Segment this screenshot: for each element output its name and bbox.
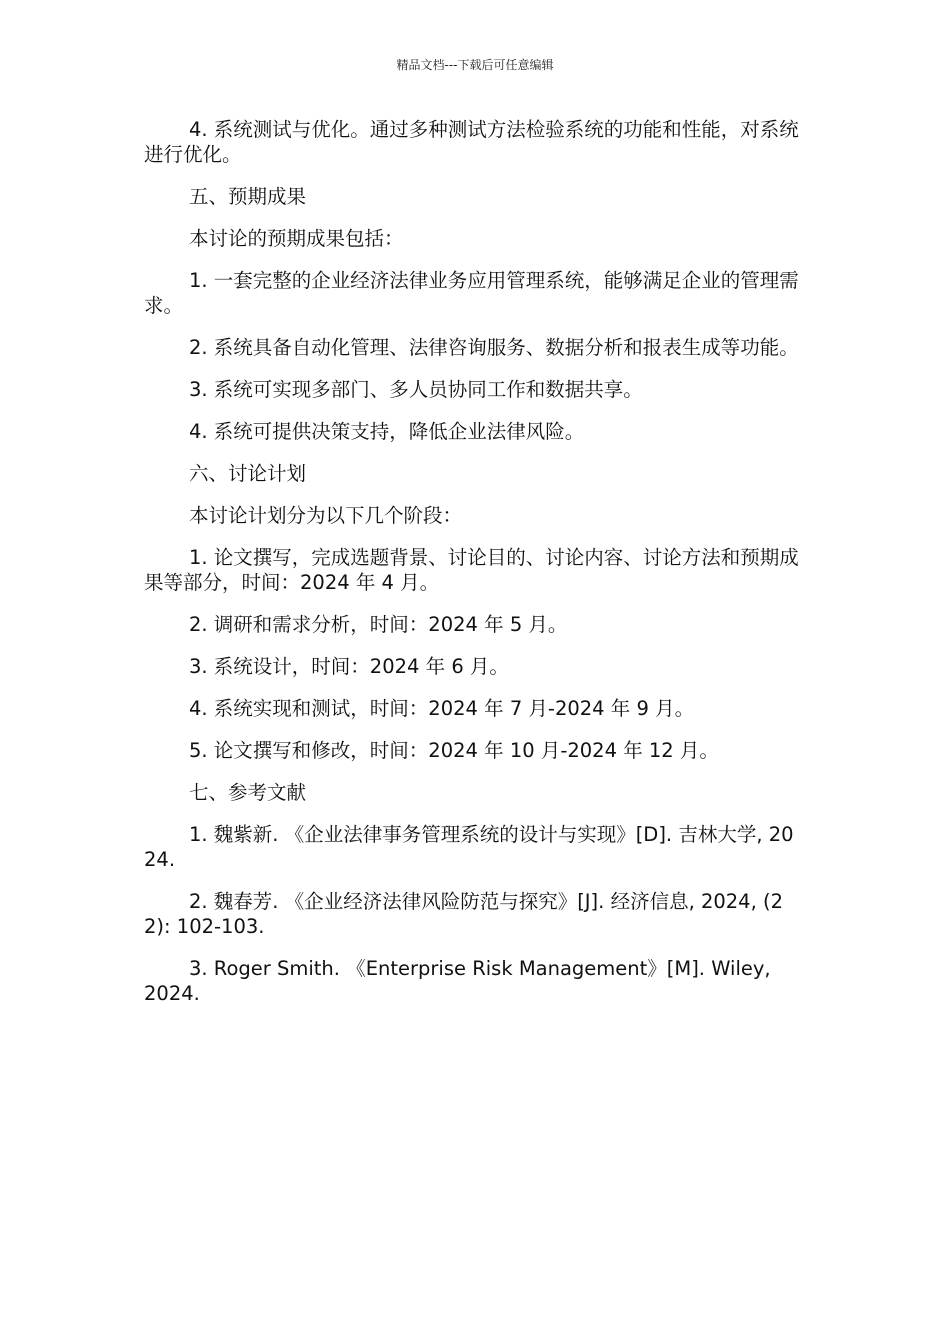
list-item-plan-1: 1. 论文撰写，完成选题背景、讨论目的、讨论内容、讨论方法和预期成果等部分，时间：2024 年 4 月。 bbox=[144, 546, 799, 594]
section-heading-expected-results: 五、预期成果 bbox=[189, 185, 307, 208]
list-item-plan-4: 4. 系统实现和测试，时间：2024 年 7 月-2024 年 9 月。 bbox=[189, 697, 695, 720]
section-heading-discussion-plan: 六、讨论计划 bbox=[189, 462, 307, 485]
list-item-plan-3: 3. 系统设计，时间：2024 年 6 月。 bbox=[189, 655, 509, 678]
document-body bbox=[144, 117, 804, 1023]
list-item-result-4: 4. 系统可提供决策支持，降低企业法律风险。 bbox=[189, 420, 585, 443]
list-item-plan-2: 2. 调研和需求分析，时间：2024 年 5 月。 bbox=[189, 613, 568, 636]
list-item-result-2: 2. 系统具备自动化管理、法律咨询服务、数据分析和报表生成等功能。 bbox=[189, 336, 799, 359]
reference-item-2: 2. 魏春芳. 《企业经济法律风险防范与探究》[J]. 经济信息, 2024, (22): 102-103. bbox=[144, 890, 783, 938]
reference-item-3: 3. Roger Smith. 《Enterprise Risk Management》[M]. Wiley, 2024. bbox=[144, 957, 771, 1005]
section-heading-references: 七、参考文献 bbox=[189, 781, 307, 804]
paragraph-plan-intro: 本讨论计划分为以下几个阶段： bbox=[189, 504, 463, 527]
list-item-result-3: 3. 系统可实现多部门、多人员协同工作和数据共享。 bbox=[189, 378, 643, 401]
list-item-result-1: 1. 一套完整的企业经济法律业务应用管理系统，能够满足企业的管理需求。 bbox=[144, 269, 799, 317]
list-item-plan-5: 5. 论文撰写和修改，时间：2024 年 10 月-2024 年 12 月。 bbox=[189, 739, 719, 762]
page-header: 精品文档---下载后可任意编辑 bbox=[396, 58, 554, 72]
paragraph-system-testing: 4. 系统测试与优化。通过多种测试方法检验系统的功能和性能，对系统进行优化。 bbox=[144, 118, 799, 166]
paragraph-expected-results-intro: 本讨论的预期成果包括： bbox=[189, 227, 404, 250]
reference-item-1: 1. 魏紫新. 《企业法律事务管理系统的设计与实现》[D]. 吉林大学, 2024. bbox=[144, 823, 794, 871]
